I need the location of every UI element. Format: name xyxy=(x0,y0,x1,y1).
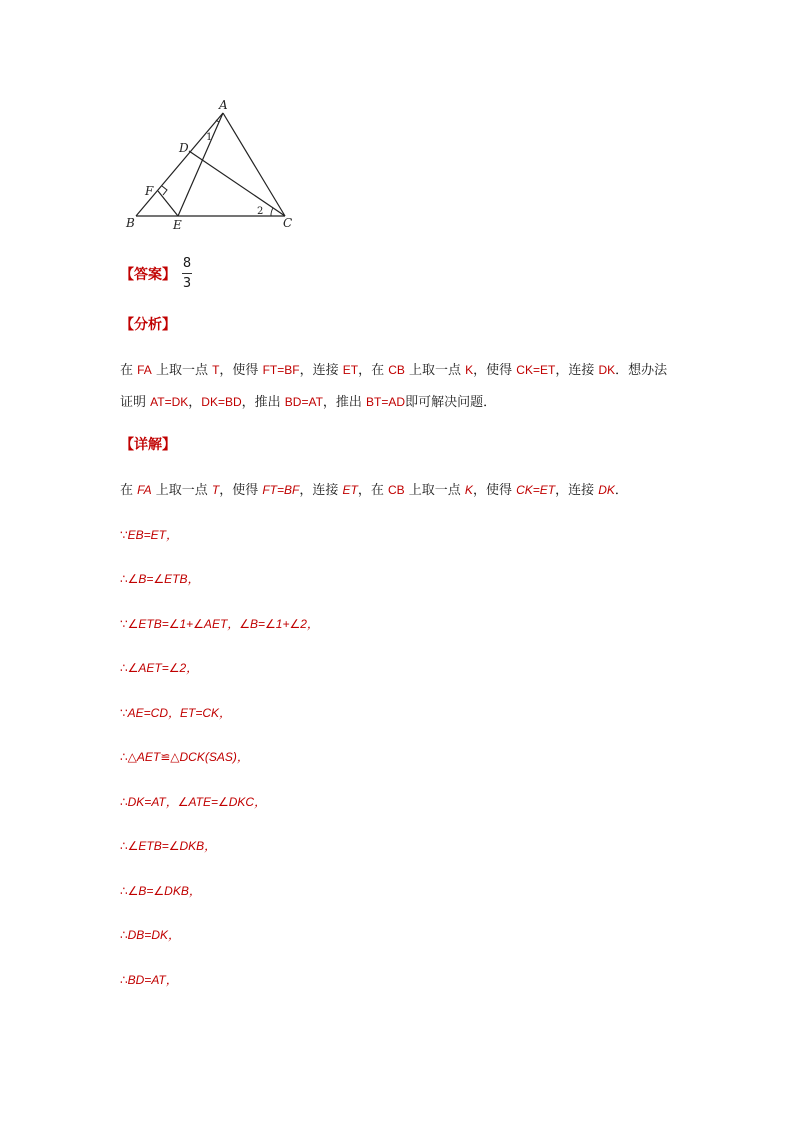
proof-step: ∴∠ETB=∠DKB， xyxy=(120,839,217,853)
math-term: T xyxy=(212,363,220,377)
segment-fe xyxy=(158,191,178,216)
label-d: D xyxy=(179,141,189,155)
math-term: FT=BF xyxy=(262,483,300,497)
math-term: BD=AT xyxy=(284,395,323,409)
angle-label-2: 2 xyxy=(257,206,264,217)
math-term: DK xyxy=(598,483,615,497)
text-run: ，连接 xyxy=(299,483,343,498)
label-c: C xyxy=(283,216,293,230)
math-term: CK=ET xyxy=(516,483,556,497)
text-run: ，在 xyxy=(357,483,388,498)
segment-dc xyxy=(189,151,285,216)
text-run: ． xyxy=(614,483,628,498)
math-term: DK=BD xyxy=(201,395,242,409)
answer-label: 【答案】 xyxy=(120,266,176,283)
text-run: ，推出 xyxy=(241,395,285,410)
math-term: ET xyxy=(342,363,359,377)
math-term: T xyxy=(211,483,220,497)
text-run: 在 xyxy=(120,363,138,378)
label-f: F xyxy=(145,184,154,198)
math-term: FA xyxy=(137,363,152,377)
proof-step: ∴BD=AT， xyxy=(120,973,178,987)
angle-arc-2 xyxy=(271,208,273,216)
text-run: ，使得 xyxy=(473,363,517,378)
label-e: E xyxy=(173,218,182,232)
proof-step: ∴∠B=∠DKB， xyxy=(120,884,201,898)
math-term: CB xyxy=(387,483,405,497)
analysis-line-2 xyxy=(120,392,496,413)
math-term: FA xyxy=(137,483,152,497)
answer-denominator: 3 xyxy=(182,276,192,291)
answer-row xyxy=(120,256,192,291)
detail-label: 【详解】 xyxy=(120,437,176,453)
math-term: CB xyxy=(388,363,405,377)
math-term: BT=AD xyxy=(366,395,406,409)
text-run: ， xyxy=(188,395,202,410)
text-run: 上取一点 xyxy=(404,363,466,378)
proof-step: ∴DK=AT，∠ATE=∠DKC， xyxy=(120,795,267,809)
proof-step: ∴DB=DK， xyxy=(120,928,180,942)
math-term: CK=ET xyxy=(516,363,556,377)
text-run: ，使得 xyxy=(472,483,517,498)
text-run: ．想办法 xyxy=(615,363,668,378)
right-angle-mark-f xyxy=(162,186,167,195)
label-b: B xyxy=(126,216,135,230)
math-term: ET xyxy=(342,483,358,497)
text-run: ，使得 xyxy=(219,483,263,498)
text-run: 上取一点 xyxy=(151,483,212,498)
detail-intro xyxy=(120,480,628,501)
text-run: ，连接 xyxy=(555,483,599,498)
math-term: K xyxy=(464,483,473,497)
math-term: AT=DK xyxy=(150,395,189,409)
text-run: 上取一点 xyxy=(151,363,213,378)
proof-step: ∵EB=ET， xyxy=(120,528,178,542)
segment-ae xyxy=(178,113,223,216)
triangle-diagram xyxy=(118,96,308,236)
proof-step: ∴△AET≌△DCK(SAS)， xyxy=(120,750,249,764)
answer-numerator: 8 xyxy=(182,256,192,271)
text-run: 即可解决问题． xyxy=(405,395,497,410)
text-run: ，连接 xyxy=(555,363,599,378)
label-a: A xyxy=(219,98,228,112)
math-term: FT=BF xyxy=(262,363,300,377)
proof-step: ∵AE=CD，ET=CK， xyxy=(120,706,231,720)
text-run: 证明 xyxy=(120,395,151,410)
text-run: ，在 xyxy=(358,363,389,378)
proof-step: ∴∠B=∠ETB， xyxy=(120,572,200,586)
text-run: 上取一点 xyxy=(404,483,465,498)
text-run: ，使得 xyxy=(219,363,263,378)
text-run: ，推出 xyxy=(322,395,367,410)
analysis-label: 【分析】 xyxy=(120,317,176,333)
math-term: K xyxy=(465,363,474,377)
analysis-line-1 xyxy=(120,360,667,381)
answer-fraction xyxy=(182,256,192,291)
text-run: ，连接 xyxy=(299,363,343,378)
proof-step: ∵∠ETB=∠1+∠AET，∠B=∠1+∠2， xyxy=(120,617,319,631)
angle-label-1: 1 xyxy=(206,132,213,143)
segment-ac xyxy=(223,113,285,216)
geometry-figure xyxy=(118,96,308,236)
math-term: DK xyxy=(598,363,616,377)
proof-step: ∴∠AET=∠2， xyxy=(120,661,199,675)
fraction-bar xyxy=(182,273,192,274)
text-run: 在 xyxy=(120,483,138,498)
